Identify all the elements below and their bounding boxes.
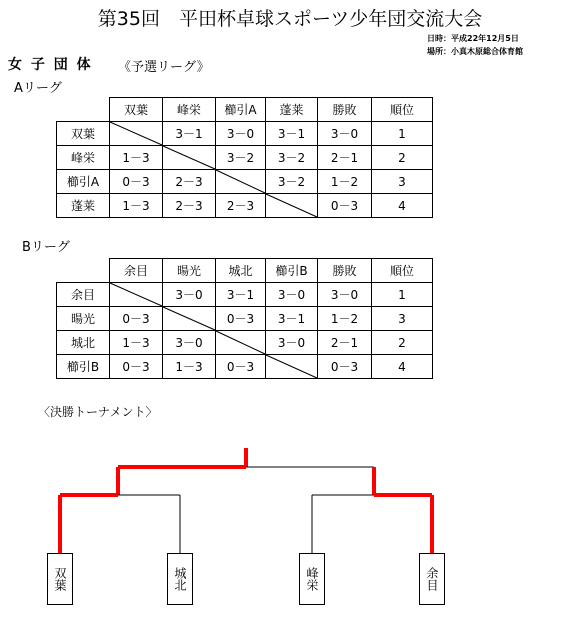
page-title: 第35回 平田杯卓球スポーツ少年団交流大会: [97, 8, 483, 30]
score-cell: 3－0: [318, 283, 372, 307]
row-header: 余目: [57, 283, 110, 307]
venue-row: [427, 45, 523, 58]
diagonal-slash: [110, 122, 162, 145]
score-cell: 2－3: [216, 194, 266, 218]
venue-label: 場所: [427, 47, 443, 56]
table-row: [57, 170, 433, 194]
row-header: 櫛引A: [57, 170, 110, 194]
table-header-row: [57, 98, 433, 122]
score-cell: 3: [372, 170, 433, 194]
row-header: 峰栄: [57, 146, 110, 170]
score-cell: 1－2: [318, 307, 372, 331]
tournament-label: 〈決勝トーナメント〉: [38, 405, 158, 419]
table-row: [57, 355, 433, 379]
score-cell: 3: [372, 307, 433, 331]
score-cell: 0－3: [216, 307, 266, 331]
row-header: 蓬莱: [57, 194, 110, 218]
score-cell: 3－2: [266, 146, 318, 170]
row-header: 櫛引B: [57, 355, 110, 379]
diagonal-slash: [266, 194, 317, 217]
diagonal-slash: [216, 170, 265, 193]
self-match-cell: [216, 170, 266, 194]
column-header: 余目: [110, 259, 163, 283]
column-header: 双葉: [110, 98, 163, 122]
score-cell: 2－1: [318, 331, 372, 355]
column-header: 勝敗: [318, 98, 372, 122]
score-cell: 1－2: [318, 170, 372, 194]
self-match-cell: [216, 331, 266, 355]
score-cell: 2－3: [163, 170, 216, 194]
column-header: 暘光: [163, 259, 216, 283]
score-cell: 0－3: [216, 355, 266, 379]
table-row: [57, 146, 433, 170]
column-header: 勝敗: [318, 259, 372, 283]
row-header: 暘光: [57, 307, 110, 331]
score-cell: 3－1: [163, 122, 216, 146]
date-value: ：平成22年12月5日: [443, 34, 519, 43]
self-match-cell: [110, 283, 163, 307]
score-cell: 3－0: [163, 331, 216, 355]
score-cell: 1: [372, 122, 433, 146]
column-header: 城北: [216, 259, 266, 283]
venue-value: ：小真木原総合体育館: [443, 47, 523, 56]
diagonal-slash: [163, 146, 215, 169]
score-cell: 0－3: [110, 355, 163, 379]
score-cell: 3－0: [163, 283, 216, 307]
score-cell: 1: [372, 283, 433, 307]
score-cell: 1－3: [110, 194, 163, 218]
event-info: [427, 32, 523, 58]
score-cell: 3－0: [318, 122, 372, 146]
score-cell: 0－3: [110, 307, 163, 331]
score-cell: 3－2: [266, 170, 318, 194]
section-title: 女 子 団 体: [8, 57, 93, 73]
score-cell: 0－3: [318, 194, 372, 218]
score-cell: 2: [372, 146, 433, 170]
row-header: 城北: [57, 331, 110, 355]
table-row: [57, 122, 433, 146]
self-match-cell: [163, 307, 216, 331]
league-b-table: [56, 258, 433, 379]
score-cell: 4: [372, 355, 433, 379]
score-cell: 3－0: [266, 331, 318, 355]
table-row: [57, 307, 433, 331]
diagonal-slash: [110, 283, 162, 306]
bracket-team-2: 城北: [167, 553, 193, 605]
table-row: [57, 194, 433, 218]
self-match-cell: [110, 122, 163, 146]
corner-cell: [57, 259, 110, 283]
score-cell: 4: [372, 194, 433, 218]
league-a-table: [56, 97, 433, 218]
score-cell: 2－3: [163, 194, 216, 218]
bracket-team-4: 余目: [419, 553, 445, 605]
score-cell: 3－0: [216, 122, 266, 146]
diagonal-slash: [163, 307, 215, 330]
score-cell: 3－0: [266, 283, 318, 307]
score-cell: 3－1: [266, 307, 318, 331]
column-header: 順位: [372, 98, 433, 122]
score-cell: 3－1: [266, 122, 318, 146]
column-header: 蓬莱: [266, 98, 318, 122]
table-header-row: [57, 259, 433, 283]
self-match-cell: [266, 355, 318, 379]
row-header: 双葉: [57, 122, 110, 146]
score-cell: 3－1: [216, 283, 266, 307]
score-cell: 1－3: [110, 331, 163, 355]
table-row: [57, 331, 433, 355]
league-b-label: Bリーグ: [22, 240, 70, 255]
column-header: 櫛引B: [266, 259, 318, 283]
diagonal-slash: [266, 355, 317, 378]
date-row: [427, 32, 523, 45]
self-match-cell: [266, 194, 318, 218]
column-header: 櫛引A: [216, 98, 266, 122]
column-header: 峰栄: [163, 98, 216, 122]
score-cell: 1－3: [110, 146, 163, 170]
column-header: 順位: [372, 259, 433, 283]
date-label: 日時: [427, 34, 443, 43]
tournament-bracket: [0, 430, 580, 560]
table-row: [57, 283, 433, 307]
section-subtitle: 《予選リーグ》: [118, 60, 210, 75]
score-cell: 2－1: [318, 146, 372, 170]
score-cell: 3－2: [216, 146, 266, 170]
score-cell: 1－3: [163, 355, 216, 379]
self-match-cell: [163, 146, 216, 170]
bracket-team-3: 峰栄: [299, 553, 325, 605]
score-cell: 2: [372, 331, 433, 355]
diagonal-slash: [216, 331, 265, 354]
score-cell: 0－3: [110, 170, 163, 194]
corner-cell: [57, 98, 110, 122]
score-cell: 0－3: [318, 355, 372, 379]
bracket-team-1: 双葉: [47, 553, 73, 605]
league-a-label: Aリーグ: [14, 81, 62, 96]
